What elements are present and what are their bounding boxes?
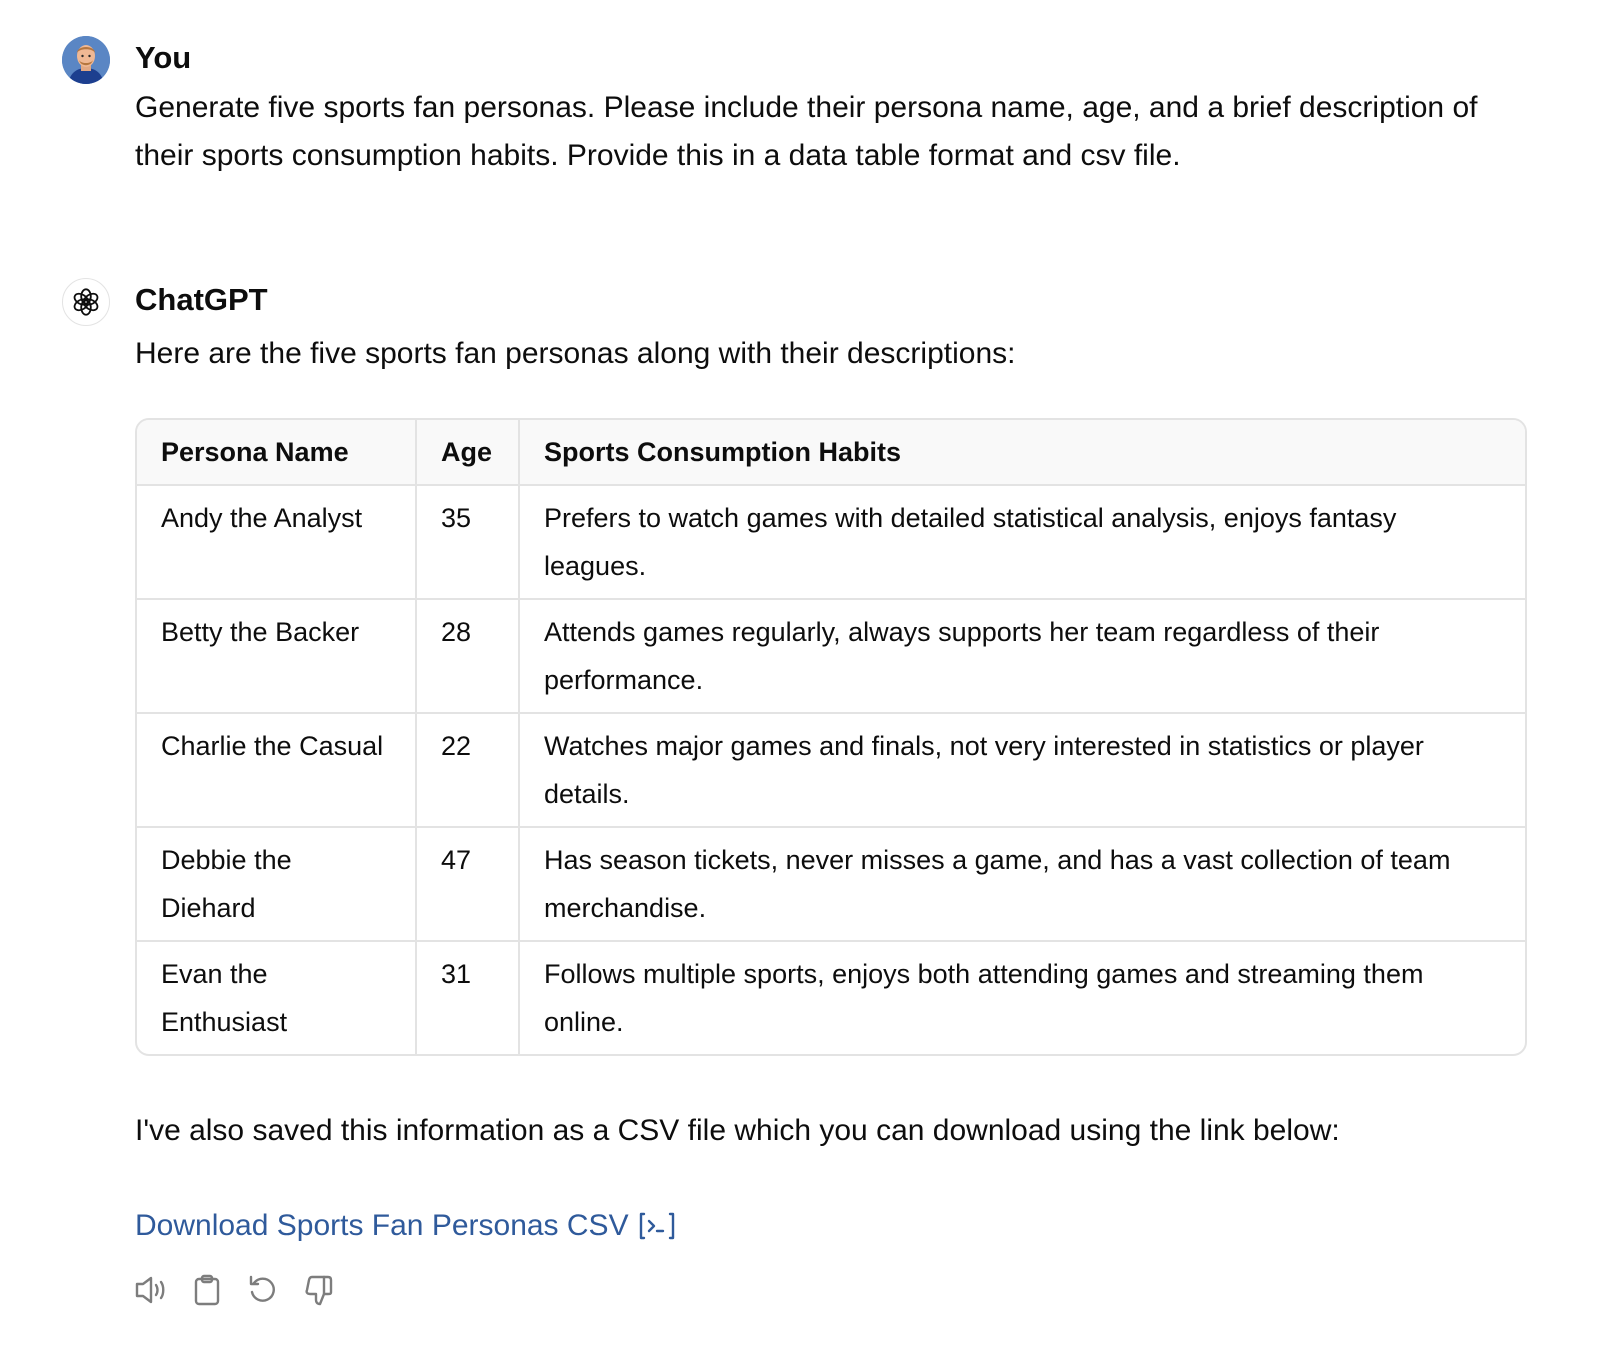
- table-row: [137, 599, 1525, 713]
- user-message: Generate five sports fan personas. Please include their persona name, age, and a brief description of their sports consumption habits. Provide this in a data table format and csv file.: [135, 91, 1478, 172]
- cell-persona-name: Evan the Enthusiast: [137, 941, 416, 1054]
- download-link-label: Download Sports Fan Personas CSV: [135, 1209, 629, 1242]
- cell-habits: Has season tickets, never misses a game, and has a vast collection of team merchandise.: [519, 827, 1525, 941]
- table-row: [137, 827, 1525, 941]
- assistant-csv-note: I've also saved this information as a CSV file which you can download using the link below:: [135, 1114, 1340, 1147]
- user-author-name: You: [135, 40, 192, 75]
- bad-response-button[interactable]: [301, 1272, 337, 1308]
- personas-table: [135, 418, 1527, 1056]
- regenerate-button[interactable]: [245, 1272, 281, 1308]
- chatgpt-avatar: [62, 278, 110, 326]
- header-persona-name: Persona Name: [137, 420, 416, 485]
- read-aloud-button[interactable]: [133, 1272, 169, 1308]
- cell-habits: Prefers to watch games with detailed statistical analysis, enjoys fantasy leagues.: [519, 485, 1525, 599]
- download-csv-link[interactable]: [135, 1202, 677, 1250]
- assistant-intro-text: Here are the five sports fan personas along with their descriptions:: [135, 337, 1016, 370]
- refresh-icon: [246, 1273, 280, 1307]
- cell-habits: Attends games regularly, always supports her team regardless of their performance.: [519, 599, 1525, 713]
- clipboard-icon: [192, 1273, 222, 1307]
- cell-age: 31: [416, 941, 519, 1054]
- user-avatar: [62, 36, 110, 84]
- header-age: Age: [416, 420, 519, 485]
- speaker-icon: [133, 1273, 169, 1307]
- code-interpreter-icon: [637, 1210, 677, 1242]
- thumbs-down-icon: [302, 1272, 336, 1308]
- copy-button[interactable]: [189, 1272, 225, 1308]
- message-actions: [133, 1272, 337, 1308]
- openai-logo-icon: [70, 286, 102, 318]
- table-row: [137, 941, 1525, 1054]
- cell-persona-name: Charlie the Casual: [137, 713, 416, 827]
- table-row: [137, 485, 1525, 599]
- cell-persona-name: Betty the Backer: [137, 599, 416, 713]
- cell-persona-name: Andy the Analyst: [137, 485, 416, 599]
- cell-persona-name: Debbie the Diehard: [137, 827, 416, 941]
- cell-age: 35: [416, 485, 519, 599]
- header-sports-habits: Sports Consumption Habits: [519, 420, 1525, 485]
- cell-age: 22: [416, 713, 519, 827]
- cell-habits: Watches major games and finals, not very interested in statistics or player details.: [519, 713, 1525, 827]
- cell-age: 47: [416, 827, 519, 941]
- assistant-author-name: ChatGPT: [135, 282, 268, 317]
- table-row: [137, 713, 1525, 827]
- cell-age: 28: [416, 599, 519, 713]
- user-avatar-icon: [62, 36, 110, 84]
- cell-habits: Follows multiple sports, enjoys both attending games and streaming them online.: [544, 959, 1424, 1037]
- table-header-row: [137, 420, 1525, 485]
